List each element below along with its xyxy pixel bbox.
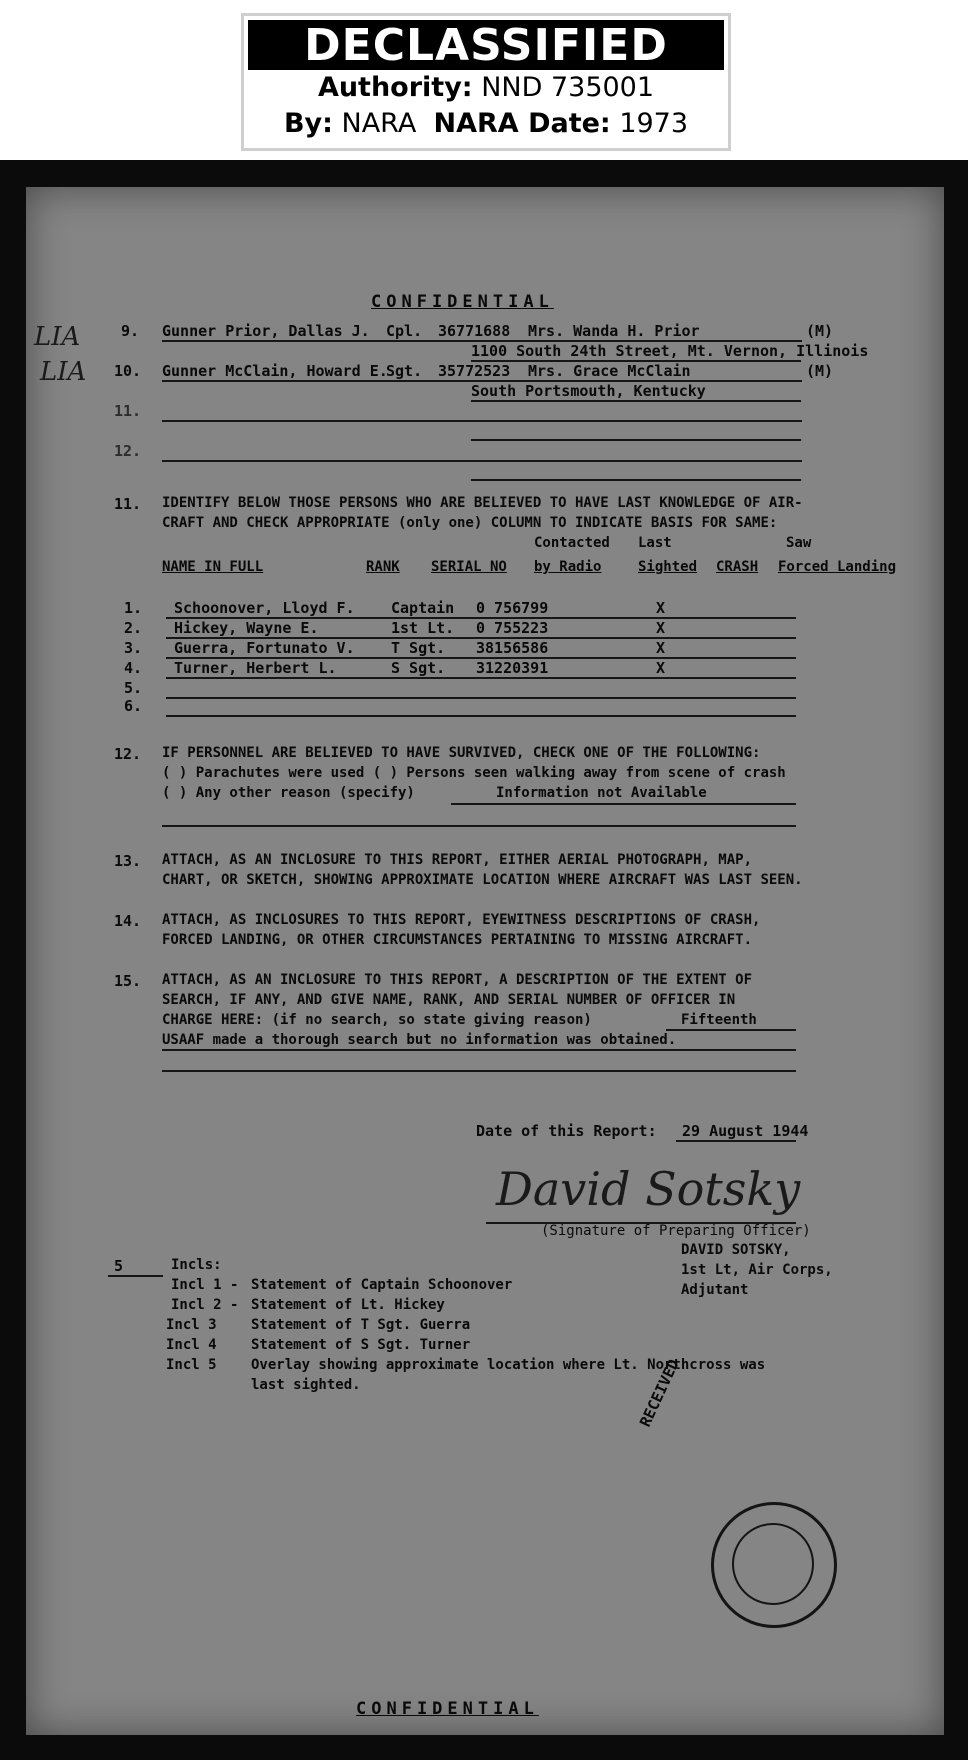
incl-3-text: Statement of T Sgt. Guerra (251, 1317, 471, 1333)
col-last-1: Last (638, 535, 672, 551)
row-1-serial: 0 756799 (476, 599, 549, 617)
incl-4-label: Incl 4 (166, 1337, 217, 1353)
blank-12-num: 12. (114, 442, 142, 460)
section12-text3: ( ) Any other reason (specify) (162, 785, 415, 801)
row-4-rank: S Sgt. (391, 659, 446, 677)
row-2-num: 2. (124, 619, 143, 637)
officer-title: Adjutant (681, 1282, 749, 1298)
col-saw-2: Forced Landing (778, 559, 897, 575)
blank-11-num: 11. (114, 402, 142, 420)
received-stamp-text: RECEIVED (636, 1356, 683, 1430)
document-page (26, 187, 944, 1735)
incl-3-label: Incl 3 (166, 1317, 217, 1333)
col-last-2: Sighted (638, 559, 698, 575)
crew-10-rank: Sgt. (386, 362, 423, 380)
report-date-label: Date of this Report: (476, 1122, 657, 1140)
row-3-name: Guerra, Fortunato V. (174, 639, 355, 657)
incl-2-text: Statement of Lt. Hickey (251, 1297, 445, 1313)
officer-name: DAVID SOTSKY, (681, 1242, 791, 1258)
authority-line (244, 72, 728, 103)
row-2-name: Hickey, Wayne E. (174, 619, 319, 637)
section13-text2: CHART, OR SKETCH, SHOWING APPROXIMATE LOCATION WHERE AIRCRAFT WAS LAST SEEN. (162, 872, 803, 888)
row-1-mark: X (656, 599, 666, 617)
section15-text1: ATTACH, AS AN INCLOSURE TO THIS REPORT, A DESCRIPTION OF THE EXTENT OF (162, 972, 753, 988)
section15-answer2: USAAF made a thorough search but no information was obtained. (162, 1032, 677, 1048)
crew-10-code: (M) (806, 362, 834, 380)
section14-text2: FORCED LANDING, OR OTHER CIRCUMSTANCES PERTAINING TO MISSING AIRCRAFT. (162, 932, 753, 948)
crew-9-next-of-kin: Mrs. Wanda H. Prior (528, 322, 700, 340)
row-3-serial: 38156586 (476, 639, 549, 657)
by-value: NARA (341, 108, 417, 139)
section12-text1: IF PERSONNEL ARE BELIEVED TO HAVE SURVIVED, CHECK ONE OF THE FOLLOWING: (162, 745, 761, 761)
margin-note-1: LIA (34, 322, 81, 352)
section11-text2: CRAFT AND CHECK APPROPRIATE (only one) COLUMN TO INDICATE BASIS FOR SAME: (162, 515, 778, 531)
nara-date-label: NARA Date: (433, 108, 611, 139)
incl-5-text-cont: last sighted. (251, 1377, 361, 1393)
declassified-stamp (241, 13, 731, 151)
section12-answer: Information not Available (496, 785, 707, 801)
incl-1-text: Statement of Captain Schoonover (251, 1277, 513, 1293)
row-2-serial: 0 755223 (476, 619, 549, 637)
row-5-num: 5. (124, 679, 143, 697)
incl-4-text: Statement of S Sgt. Turner (251, 1337, 471, 1353)
crew-9-address: 1100 South 24th Street, Mt. Vernon, Illinois (471, 342, 869, 360)
section14-text1: ATTACH, AS INCLOSURES TO THIS REPORT, EYEWITNESS DESCRIPTIONS OF CRASH, (162, 912, 761, 928)
row-2-mark: X (656, 619, 666, 637)
section13-text1: ATTACH, AS AN INCLOSURE TO THIS REPORT, EITHER AERIAL PHOTOGRAPH, MAP, (162, 852, 753, 868)
section12-text2: ( ) Parachutes were used ( ) Persons seen walking away from scene of crash (162, 765, 786, 781)
crew-10-name: Gunner McClain, Howard E. (162, 362, 388, 380)
col-contacted-2: by Radio (534, 559, 602, 575)
classification-bottom: CONFIDENTIAL (356, 1699, 539, 1719)
crew-9-serial: 36771688 (438, 322, 511, 340)
signature-label: (Signature of Preparing Officer) (541, 1223, 811, 1239)
row-3-num: 3. (124, 639, 143, 657)
declassified-title: DECLASSIFIED (248, 20, 724, 70)
crew-10-serial: 35772523 (438, 362, 511, 380)
crew-9-code: (M) (806, 322, 834, 340)
col-name: NAME IN FULL (162, 559, 264, 575)
row-1-num: 1. (124, 599, 143, 617)
report-date: 29 August 1944 (682, 1122, 809, 1140)
crew-9-num: 9. (121, 322, 140, 340)
section15-text3: CHARGE HERE: (if no search, so state giving reason) (162, 1012, 592, 1028)
crew-10-address: South Portsmouth, Kentucky (471, 382, 706, 400)
section11-text1: IDENTIFY BELOW THOSE PERSONS WHO ARE BELIEVED TO HAVE LAST KNOWLEDGE OF AIR- (162, 495, 803, 511)
received-stamp (711, 1502, 837, 1628)
crew-9-name: Gunner Prior, Dallas J. (162, 322, 370, 340)
row-2-rank: 1st Lt. (391, 619, 455, 637)
officer-rank: 1st Lt, Air Corps, (681, 1262, 833, 1278)
row-6-num: 6. (124, 697, 143, 715)
incl-2-label: Incl 2 - (171, 1297, 239, 1313)
section14-num: 14. (114, 912, 142, 930)
margin-note-2: LIA (40, 357, 87, 387)
section15-answer1: Fifteenth (681, 1012, 757, 1028)
col-serial: SERIAL NO (431, 559, 507, 575)
row-1-name: Schoonover, Lloyd F. (174, 599, 355, 617)
classification-top: CONFIDENTIAL (371, 292, 554, 312)
by-label: By: (283, 108, 333, 139)
col-contacted-1: Contacted (534, 535, 610, 551)
incl-label: Incls: (171, 1257, 222, 1273)
section11-num: 11. (114, 495, 142, 513)
by-line (244, 108, 728, 139)
crew-10-next-of-kin: Mrs. Grace McClain (528, 362, 691, 380)
section15-text2: SEARCH, IF ANY, AND GIVE NAME, RANK, AND SERIAL NUMBER OF OFFICER IN (162, 992, 736, 1008)
col-crash: CRASH (716, 559, 759, 575)
row-1-rank: Captain (391, 599, 455, 617)
col-saw-1: Saw (786, 535, 812, 551)
row-3-mark: X (656, 639, 666, 657)
row-3-rank: T Sgt. (391, 639, 446, 657)
authority-value: NND 735001 (481, 72, 655, 103)
col-rank: RANK (366, 559, 400, 575)
nara-date-value: 1973 (619, 108, 689, 139)
authority-label: Authority: (317, 72, 473, 103)
incl-count: 5 (114, 1257, 124, 1275)
row-4-name: Turner, Herbert L. (174, 659, 337, 677)
crew-9-rank: Cpl. (386, 322, 423, 340)
section15-num: 15. (114, 972, 142, 990)
section12-num: 12. (114, 745, 142, 763)
incl-5-label: Incl 5 (166, 1357, 217, 1373)
incl-5-text: Overlay showing approximate location where Lt. Northcross was (251, 1357, 766, 1373)
row-4-num: 4. (124, 659, 143, 677)
section13-num: 13. (114, 852, 142, 870)
incl-1-label: Incl 1 - (171, 1277, 239, 1293)
crew-10-num: 10. (114, 362, 142, 380)
signature: David Sotsky (496, 1162, 801, 1216)
row-4-serial: 31220391 (476, 659, 549, 677)
row-4-mark: X (656, 659, 666, 677)
